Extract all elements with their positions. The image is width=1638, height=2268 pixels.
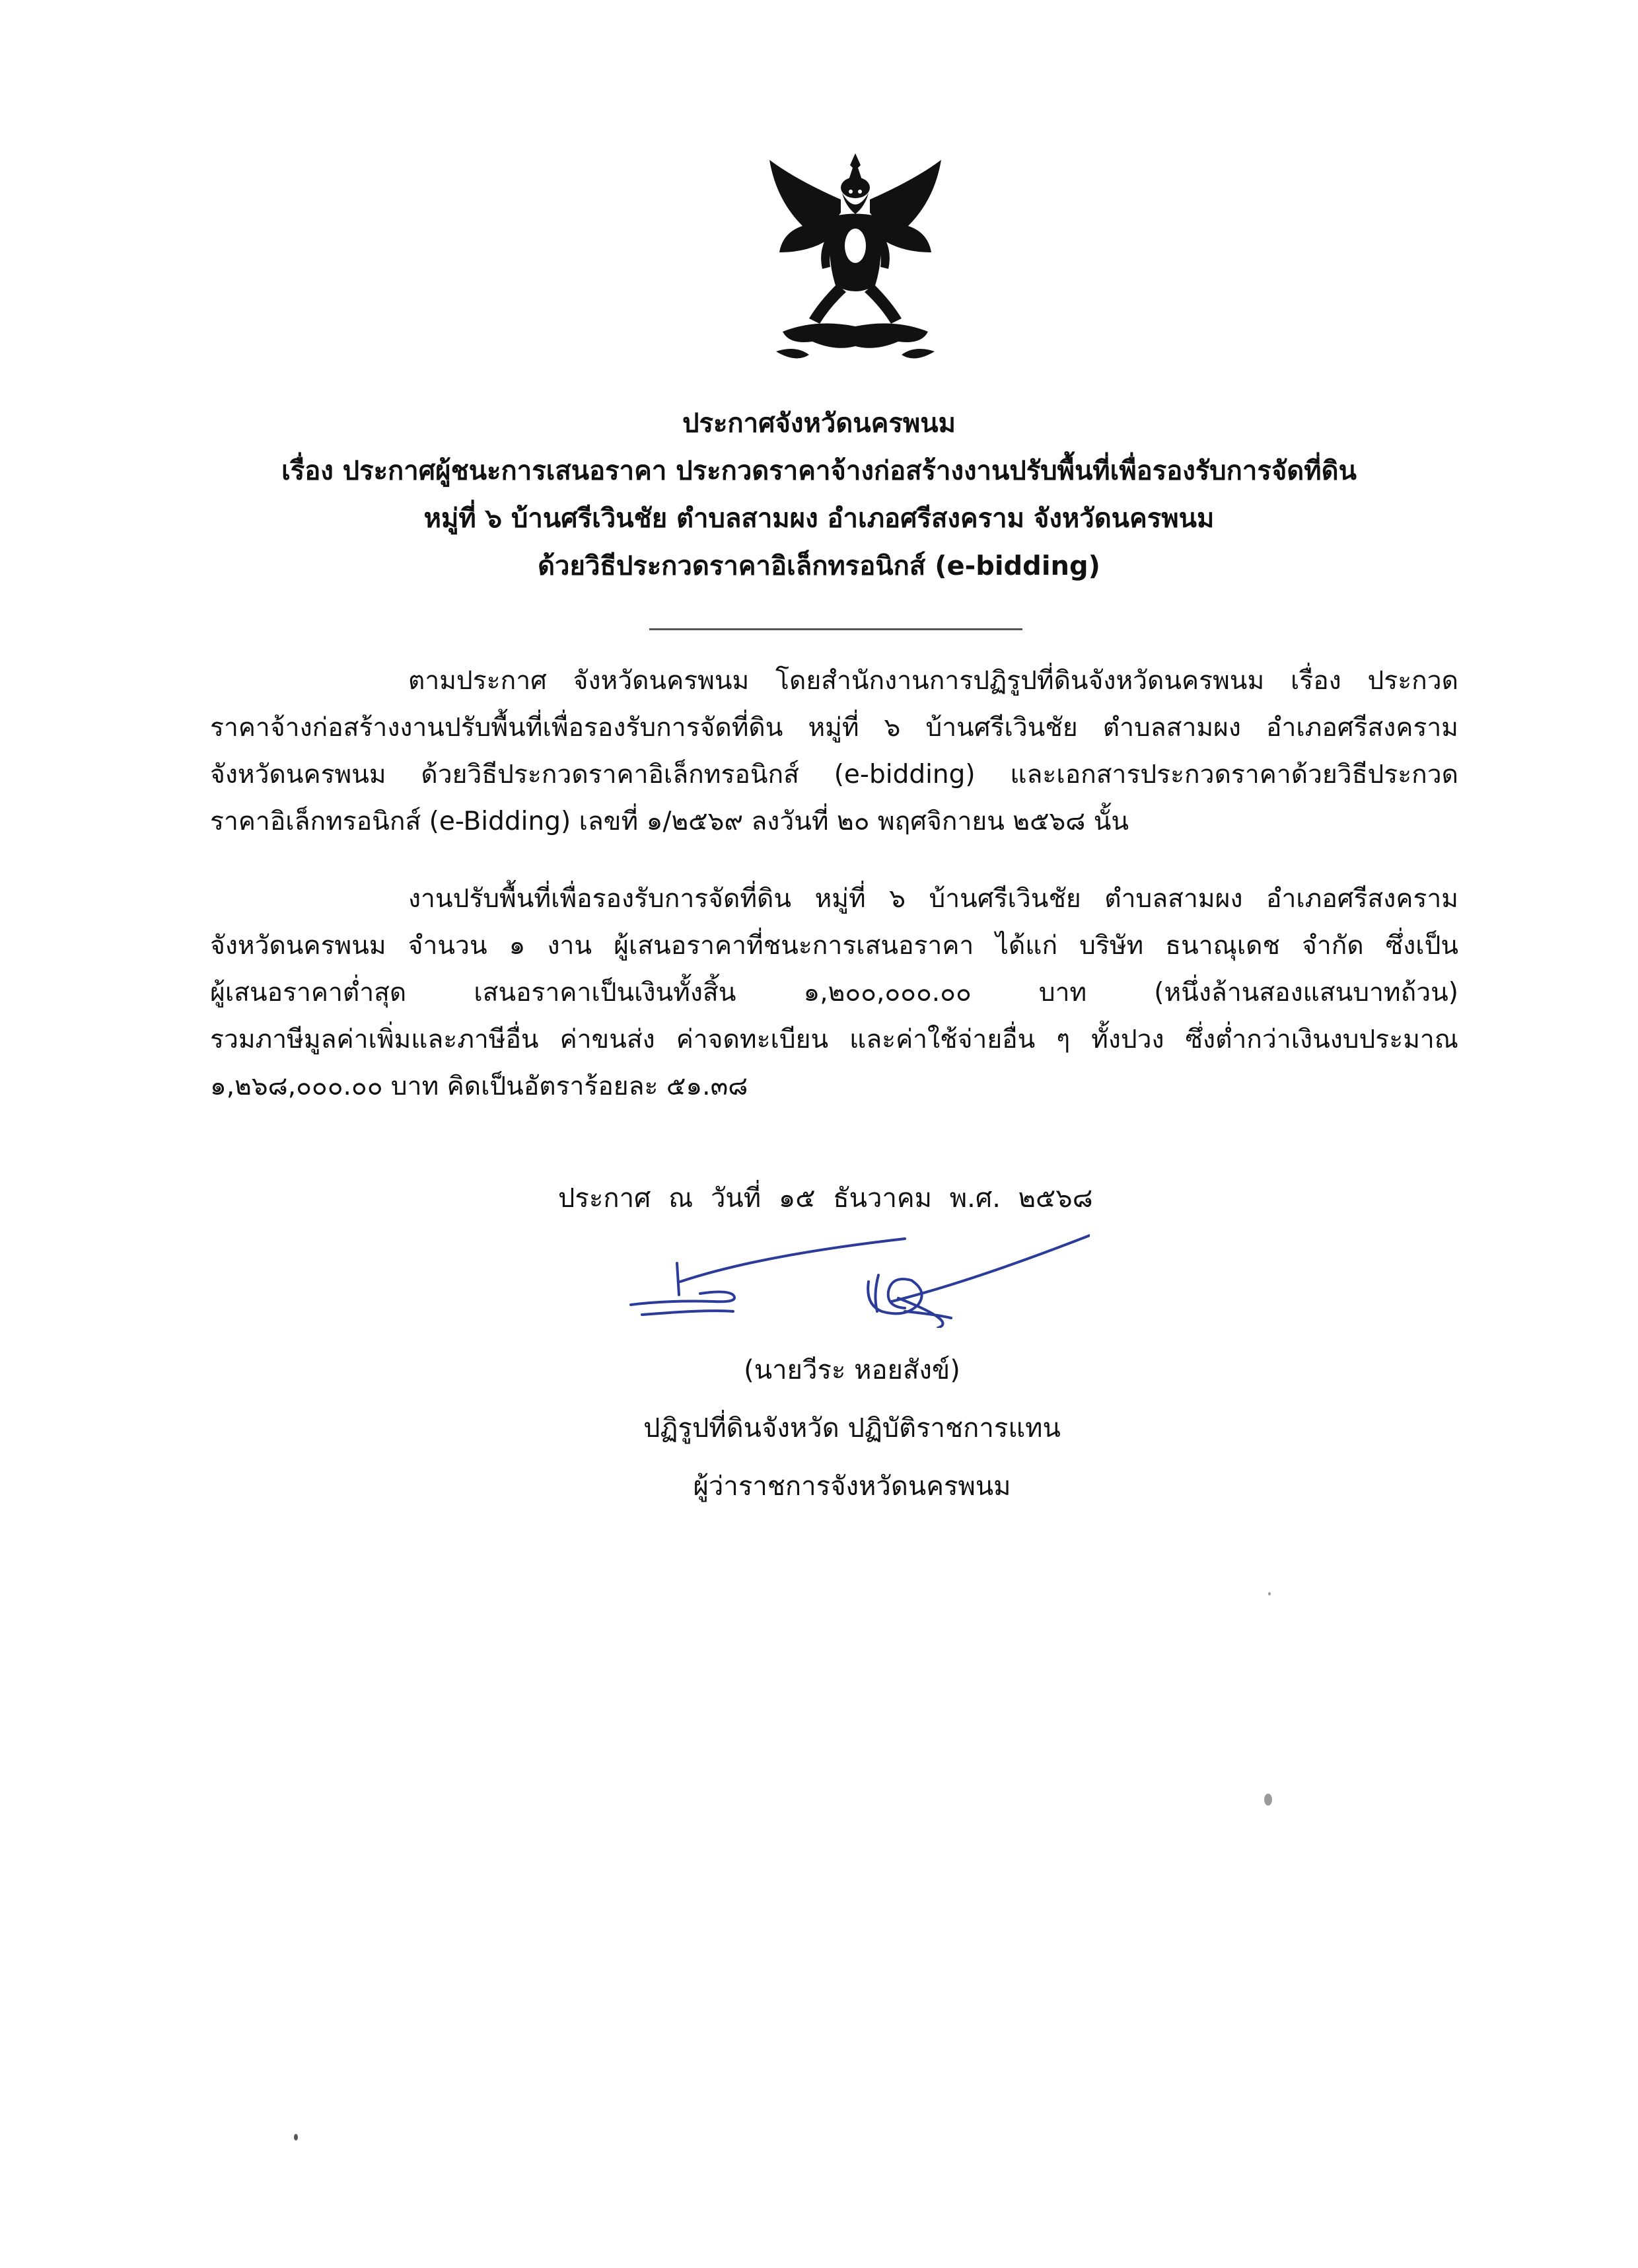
paragraph-2 (210, 875, 1458, 1110)
signatory-on-behalf: ผู้ว่าราชการจังหวัดนครพนม (693, 1471, 1011, 1502)
announcement-date: ประกาศ ณ วันที่ ๑๕ ธันวาคม พ.ศ. ๒๕๖๘ (558, 1183, 1093, 1214)
scan-speck (1268, 1592, 1271, 1595)
garuda-emblem (756, 153, 954, 371)
title-line-3: หมู่ที่ ๖ บ้านศรีเวินชัย ตำบลสามผง อำเภอศรีสงคราม จังหวัดนครพนม (423, 503, 1215, 534)
title-line-4: ด้วยวิธีประกวดราคาอิเล็กทรอนิกส์ (e-bidding) (538, 551, 1100, 581)
paragraph-1-line: จังหวัดนครพนม ด้วยวิธีประกวดราคาอิเล็กทรอนิกส์ (e-bidding) และเอกสารประกวดราคาด้วยวิธีประกวด (210, 760, 1458, 789)
handwritten-signature (627, 1229, 1090, 1328)
scan-speck (294, 2134, 298, 2140)
paragraph-1-line: ราคาจ้างก่อสร้างงานปรับพื้นที่เพื่อรองรับการจัดที่ดิน หมู่ที่ ๖ บ้านศรีเวินชัย ตำบลสามผง อำเภอศรีสงคราม (210, 713, 1458, 743)
announcement-title (198, 400, 1440, 590)
paragraph-1-line: ราคาอิเล็กทรอนิกส์ (e-Bidding) เลขที่ ๑/๒๕๖๙ ลงวันที่ ๒๐ พฤศจิกายน ๒๕๖๘ นั้น (210, 807, 1129, 836)
paragraph-2-line: ผู้เสนอราคาต่ำสุด เสนอราคาเป็นเงินทั้งสิ้น ๑,๒๐๐,๐๐๐.๐๐ บาท (หนึ่งล้านสองแสนบาทถ้วน) (210, 978, 1458, 1007)
paragraph-2-line: ๑,๒๖๘,๐๐๐.๐๐ บาท คิดเป็นอัตราร้อยละ ๕๑.๓๘ (210, 1072, 748, 1101)
title-line-1: ประกาศจังหวัดนครพนม (682, 408, 956, 439)
title-divider (649, 628, 1022, 630)
signatory-name: (นายวีระ หอยสังข์) (744, 1355, 960, 1385)
signatory-block (555, 1341, 1149, 1516)
paragraph-1-line: ตามประกาศ จังหวัดนครพนม โดยสำนักงานการปฏิรูปที่ดินจังหวัดนครพนม เรื่อง ประกวด (408, 666, 1458, 696)
title-line-2: เรื่อง ประกาศผู้ชนะการเสนอราคา ประกวดราคาจ้างก่อสร้างงานปรับพื้นที่เพื่อรองรับการจัดที่ดิน (281, 456, 1357, 486)
paragraph-2-line: จังหวัดนครพนม จำนวน ๑ งาน ผู้เสนอราคาที่ชนะการเสนอราคา ได้แก่ บริษัท ธนาณุเดช จำกัด ซึ่งเป็น (210, 931, 1458, 961)
signatory-position: ปฏิรูปที่ดินจังหวัด ปฏิบัติราชการแทน (643, 1413, 1061, 1444)
paragraph-2-line: รวมภาษีมูลค่าเพิ่มและภาษีอื่น ค่าขนส่ง ค่าจดทะเบียน และค่าใช้จ่ายอื่น ๆ ทั้งปวง ซึ่งต่ำกว่าเงินงบประมาณ (210, 1025, 1458, 1054)
scan-speck (1264, 1794, 1272, 1806)
paragraph-2-line: งานปรับพื้นที่เพื่อรองรับการจัดที่ดิน หมู่ที่ ๖ บ้านศรีเวินชัย ตำบลสามผง อำเภอศรีสงคราม (408, 884, 1458, 914)
paragraph-1 (210, 657, 1458, 845)
